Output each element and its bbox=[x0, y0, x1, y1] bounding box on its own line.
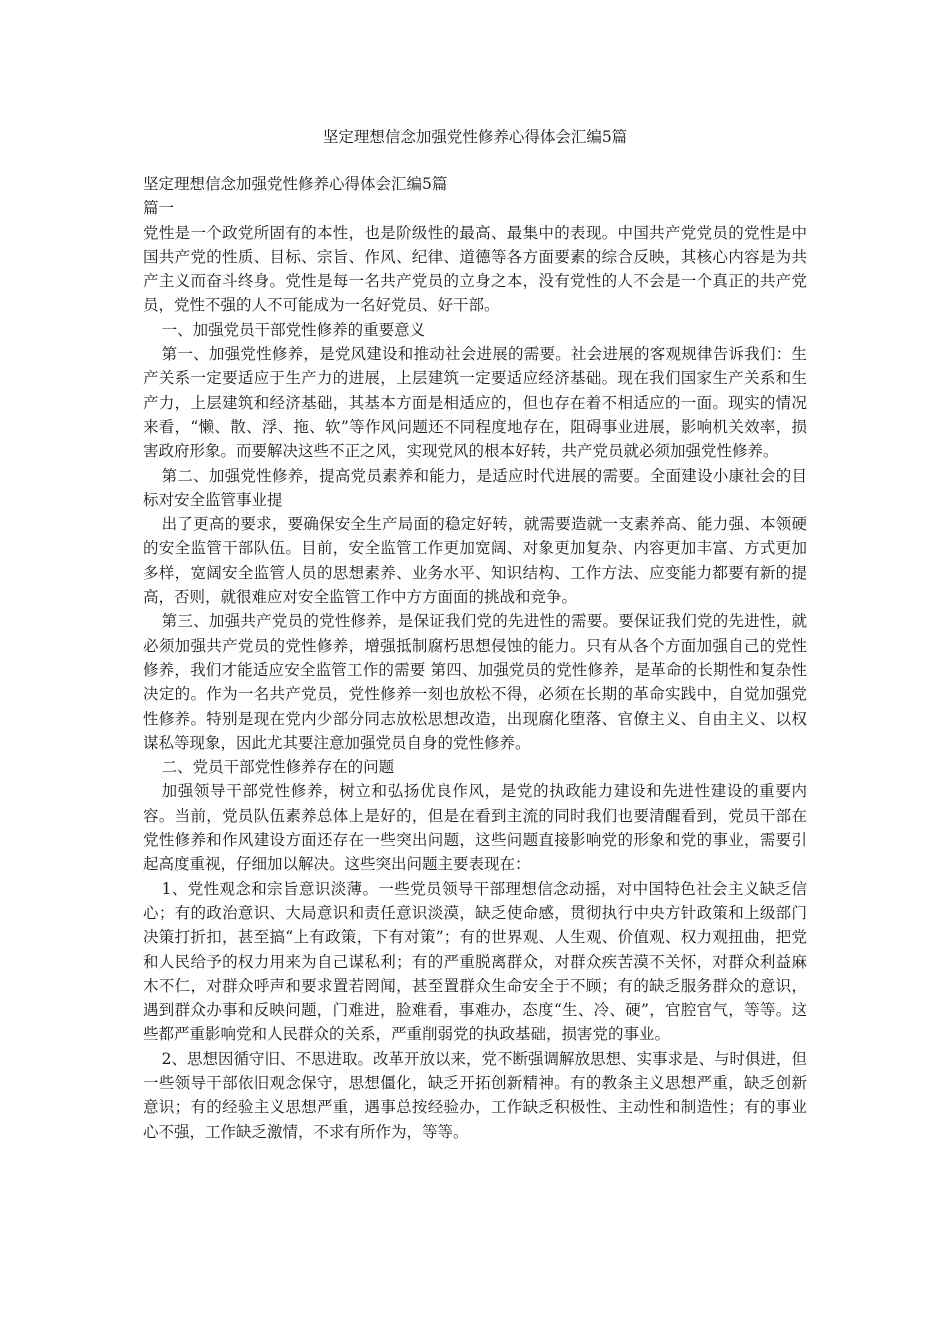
document-title: 坚定理想信念加强党性修养心得体会汇编5篇 bbox=[322, 128, 628, 146]
paragraph-intro: 党性是一个政党所固有的本性，也是阶级性的最高、最集中的表现。中国共产党党员的党性是中国共产党的性质、目标、宗旨、作风、纪律、道德等各方面要素的综合反映，其核心内容是为共产主义而奋斗终身。党性是每一名共产党员的立身之本，没有党性的人不会是一个真正的共产党员，党性不强的人不可能成为一名好党员、好干部。 bbox=[143, 223, 807, 315]
paragraph-problems-intro: 加强领导干部党性修养，树立和弘扬优良作风，是党的执政能力建设和先进性建设的重要内容。当前，党员队伍素养总体上是好的，但是在看到主流的同时我们也要清醒看到，党员干部在党性修养和作风建设方面还存在一些突出问题，这些问题直接影响党的形象和党的事业，需要引起高度重视，仔细加以解决。这些突出问题主要表现在： bbox=[143, 782, 807, 874]
paragraph-point-3-4: 第三、加强共产党员的党性修养，是保证我们党的先进性的需要。要保证我们党的先进性，就必须加强共产党员的党性修养，增强抵制腐朽思想侵蚀的能力。只有从各个方面加强自己的党性修养，我们才能适应安全监管工作的需要 第四、加强党员的党性修养，是革命的长期性和复杂性决定的。作为一名共产党员，党性修养一刻也放松不得，必须在长期的革命实践中，自觉加强党性修养。特别是现在党内少部分同志放松思想改造，出现腐化堕落、官僚主义、自由主义、以权谋私等现象，因此尤其要注意加强党员自身的党性修养。 bbox=[143, 612, 807, 752]
document-subtitle: 坚定理想信念加强党性修养心得体会汇编5篇 bbox=[143, 175, 448, 193]
heading-problems: 二、党员干部党性修养存在的问题 bbox=[161, 758, 395, 777]
heading-significance: 一、加强党员干部党性修养的重要意义 bbox=[161, 320, 426, 339]
paragraph-point-2: 第二、加强党性修养，提高党员素养和能力，是适应时代进展的需要。全面建设小康社会的目标对安全监管事业提 bbox=[143, 466, 807, 509]
paragraph-problem-2: 2、思想因循守旧、不思进取。改革开放以来，党不断强调解放思想、实事求是、与时俱进，但一些领导干部依旧观念保守，思想僵化，缺乏开拓创新精神。有的教条主义思想严重，缺乏创新意识；有的经验主义思想严重，遇事总按经验办，工作缺乏积极性、主动性和制造性；有的事业心不强，工作缺乏激情，不求有所作为，等等。 bbox=[143, 1049, 807, 1141]
section-label: 篇一 bbox=[143, 199, 175, 218]
paragraph-point-1: 第一、加强党性修养，是党风建设和推动社会进展的需要。社会进展的客观规律告诉我们：生产关系一定要适应于生产力的进展，上层建筑一定要适应经济基础。现在我们国家生产关系和生产力，上层建筑和经济基础，其基本方面是相适应的，但也存在着不相适应的一面。现实的情况来看，“懒、散、浮、拖、软”等作风问题还不同程度地存在，阻碍事业进展，影响机关效率，损害政府形象。而要解决这些不正之风，实现党风的根本好转，共产党员就必须加强党性修养。 bbox=[143, 345, 807, 461]
paragraph-point-2-cont: 出了更高的要求，要确保安全生产局面的稳定好转，就需要造就一支素养高、能力强、本领硬的安全监管干部队伍。目前，安全监管工作更加宽阔、对象更加复杂、内容更加丰富、方式更加多样，宽阔安全监管人员的思想素养、业务水平、知识结构、工作方法、应变能力都要有新的提高，否则，就很难应对安全监管工作中方方面面的挑战和竞争。 bbox=[143, 515, 807, 607]
paragraph-problem-1: 1、党性观念和宗旨意识淡薄。一些党员领导干部理想信念动摇，对中国特色社会主义缺乏信心；有的政治意识、大局意识和责任意识淡漠，缺乏使命感，贯彻执行中央方针政策和上级部门决策打折扣，甚至搞“上有政策，下有对策”；有的世界观、人生观、价值观、权力观扭曲，把党和人民给予的权力用来为自己谋私利；有的严重脱离群众，对群众疾苦漠不关怀，对群众利益麻木不仁，对群众呼声和要求置若罔闻，甚至置群众生命安全于不顾；有的缺乏服务群众的意识，遇到群众办事和反映问题，门难进，脸难看，事难办，态度“生、冷、硬”，官腔官气，等等。这些都严重影响党和人民群众的关系，严重削弱党的执政基础，损害党的事业。 bbox=[143, 879, 807, 1044]
document-body bbox=[143, 172, 807, 1144]
